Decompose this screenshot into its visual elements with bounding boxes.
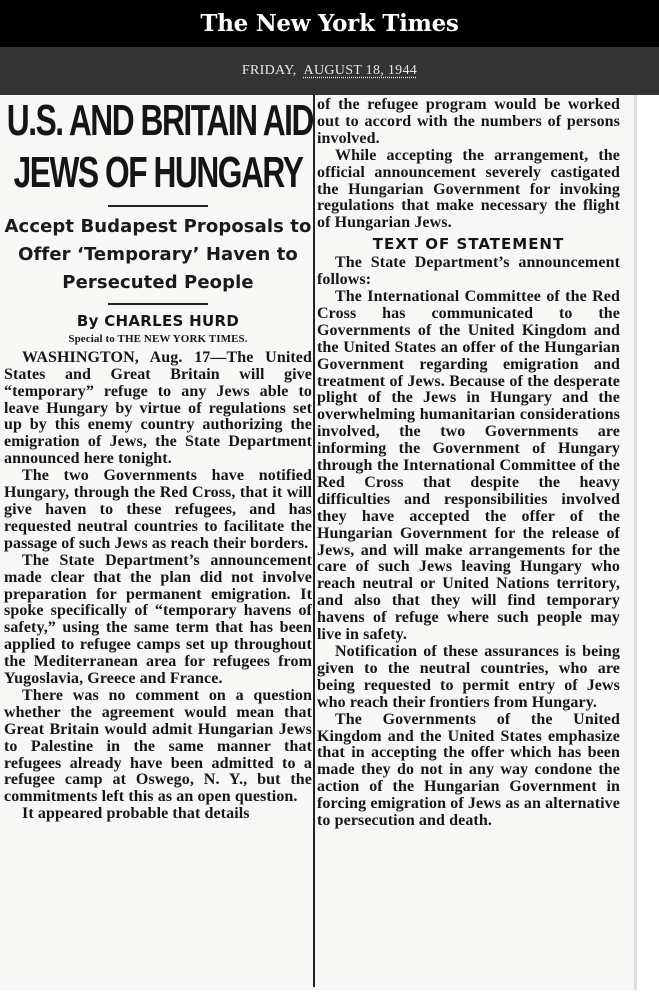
paragraph: The State Department’s announcement made clear that the plan did not involve preparation for permanent emigration. It spoke specifically of “temporary havens of safety,” using the same term that has been applied to refugee camps set up throughout the Mediterranean area for refugees from Yugoslavia, Greece and France.: [4, 551, 312, 688]
date-bar: [0, 47, 659, 95]
subhead: TEXT OF STATEMENT: [372, 235, 565, 254]
paragraph: Notification of these assurances is being given to the neutral countries, who are being requested to permit entry of Jews who reach their frontiers from Hungary.: [317, 643, 620, 711]
left-column: [4, 95, 312, 823]
special-credit: Special to THE NEW YORK TIMES.: [68, 332, 248, 345]
article-clipping: [0, 95, 659, 994]
paragraph: WASHINGTON, Aug. 17—The United States and Great Britain will give “temporary” refuge to any Jews able to leave Hungary by virtue of regulations set up by this enemy country authorizing the emigration of Jews, the State Department announced here tonight.: [4, 348, 312, 468]
byline: By CHARLES HURD: [76, 312, 240, 330]
headline-rule: [108, 205, 208, 207]
deck-rule: [108, 303, 208, 305]
column-divider: [313, 95, 315, 987]
newspaper-logo[interactable]: The New York Times: [200, 10, 459, 37]
paragraph: While accepting the arrangement, the official announcement severely castigated the Hungarian Government for invoking regulations that make necessary the flight of Hungarian Jews.: [317, 146, 620, 232]
headline-line-1: U.S. AND BRITAIN AID: [6, 96, 313, 145]
deck-headline: Accept Budapest Proposals to Offer ‘Temporary’ Haven to Persecuted People: [4, 216, 312, 293]
paragraph: The State Department’s announcement follows:: [317, 254, 620, 289]
headline-line-2: JEWS OF HUNGARY: [13, 148, 303, 197]
paragraph: The two Governments have notified Hungary, through the Red Cross, that it will give haven to these refugees, and has requested neutral countries to facilitate the passage of such Jews as reach their borders.: [4, 467, 312, 552]
paragraph: The Governments of the United Kingdom and the United States emphasize that in accepting the offer which has been made they do not in any way condone the action of the Hungarian Government in forcing emigration of Jews as an alternative to persecution and death.: [317, 710, 620, 830]
date-link[interactable]: AUGUST 18, 1944: [303, 63, 418, 78]
masthead: [0, 0, 659, 47]
paragraph: It appeared probable that details: [22, 805, 250, 823]
paragraph: of the refugee program would be worked out to accord with the numbers of persons involved.: [317, 96, 620, 147]
date-day: FRIDAY,: [241, 63, 297, 78]
clipping-edge: [634, 95, 637, 990]
right-column: [317, 97, 620, 830]
paragraph: There was no comment on a question whether the agreement would mean that Great Britain would admit Hungarian Jews to Palestine in the same manner that refugees already have been admitted to a refugee camp at Oswego, N. Y., but the commitments left this as an open question.: [4, 686, 312, 806]
paragraph: The International Committee of the Red Cross has communicated to the Governments of the United Kingdom and the United States an offer of the Hungarian Government regarding emigration and treatment of Jews. Because of the desperate plight of the Jews in Hungary and the overwhelming humanitarian considerations involved, the two Governments are informing the Government of Hungary through the International Committee of the Red Cross that despite the heavy difficulties and responsibilities involved they have accepted the offer of the Hungarian Government for the release of Jews, and will make arrangements for the care of such Jews leaving Hungary who reach neutral or United Nations territory, and also that they will find temporary havens of refuge where such people may live in safety.: [317, 287, 620, 644]
